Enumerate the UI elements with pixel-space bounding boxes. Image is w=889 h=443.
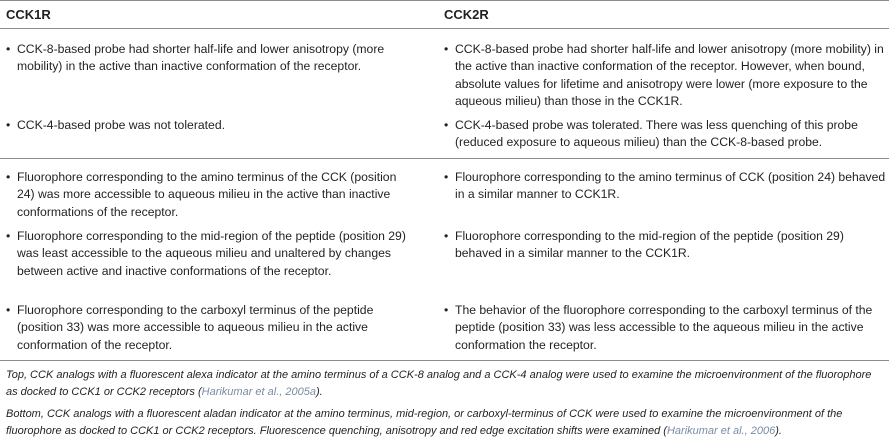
bottom-rule bbox=[0, 360, 889, 361]
row-2-cck2r: • CCK-4-based probe was tolerated. There was less quenching of this probe (reduced exposure to aqueous milieu) than the CCK-8-based probe. bbox=[444, 118, 858, 150]
top-rule bbox=[0, 0, 889, 1]
bullet: • bbox=[6, 303, 11, 317]
bullet: • bbox=[444, 118, 449, 132]
row-4-cck2r: • Fluorophore corresponding to the mid-region of the peptide (position 29) behaved in a similar manner to the CCK1R. bbox=[444, 229, 844, 261]
bullet: • bbox=[6, 118, 11, 132]
bullet: • bbox=[444, 42, 449, 56]
header-cck1r: CCK1R bbox=[6, 7, 51, 22]
section-rule bbox=[0, 158, 889, 159]
row-5-cck2r: • The behavior of the fluorophore corresponding to the carboxyl terminus of the peptide (position 33) was less accessible to the aqueous milieu in the active conformation the receptor. bbox=[444, 303, 873, 352]
header-rule bbox=[0, 28, 889, 29]
bullet: • bbox=[6, 229, 11, 243]
bullet: • bbox=[444, 229, 449, 243]
header-cck2r: CCK2R bbox=[444, 7, 489, 22]
row-1-cck1r: • CCK-8-based probe had shorter half-life and lower anisotropy (more mobility) in the active than inactive conformation of the receptor. bbox=[6, 42, 385, 74]
row-3-cck2r: • Flourophore corresponding to the amino terminus of CCK (position 24) behaved in a similar manner to CCK1R. bbox=[444, 170, 886, 202]
bullet: • bbox=[6, 42, 11, 56]
bullet: • bbox=[444, 303, 449, 317]
row-5-cck1r: • Fluorophore corresponding to the carboxyl terminus of the peptide (position 33) was more accessible to aqueous milieu in the active conformation of the receptor. bbox=[6, 303, 374, 352]
bullet: • bbox=[444, 170, 449, 184]
row-2-cck1r: • CCK-4-based probe was not tolerated. bbox=[6, 117, 406, 134]
citation-link[interactable]: Harikumar et al., 2005a bbox=[201, 386, 316, 399]
citation-link[interactable]: Harikumar et al., 2006 bbox=[666, 425, 776, 438]
bullet: • bbox=[6, 170, 11, 184]
footnote-bottom: Bottom, CCK analogs with a fluorescent aladan indicator at the amino terminus, mid-region, or carboxyl-terminus of CCK were used to examine the microenvironment of the fluorophore as docked to CCK1 or CCK2 receptors. Fluorescence quenching, anisotropy and red edge excitation shifts were examined (Harikumar et al., 2006). bbox=[6, 408, 843, 438]
row-1-cck2r: • CCK-8-based probe had shorter half-life and lower anisotropy (more mobility) in the active than inactive conformation of the receptor. However, when bound, absolute values for lifetime and anisotropy were lower (more exposure to the aqueous milieu) than those in the CCK1R. bbox=[444, 42, 884, 109]
row-4-cck1r: • Fluorophore corresponding to the mid-region of the peptide (position 29) was least accessible to the aqueous milieu and unaltered by changes between active and inactive conformations of the receptor. bbox=[6, 229, 406, 278]
row-3-cck1r: • Fluorophore corresponding to the amino terminus of the CCK (position 24) was more accessible to aqueous milieu in the active than inactive conformations of the receptor. bbox=[6, 170, 397, 219]
footnote-top: Top, CCK analogs with a fluorescent alexa indicator at the amino terminus of a CCK-8 analog and a CCK-4 analog were used to examine the microenvironment of the fluorophore as docked to CCK1 or CCK2 receptors (Harikumar et al., 2005a). bbox=[6, 369, 872, 399]
